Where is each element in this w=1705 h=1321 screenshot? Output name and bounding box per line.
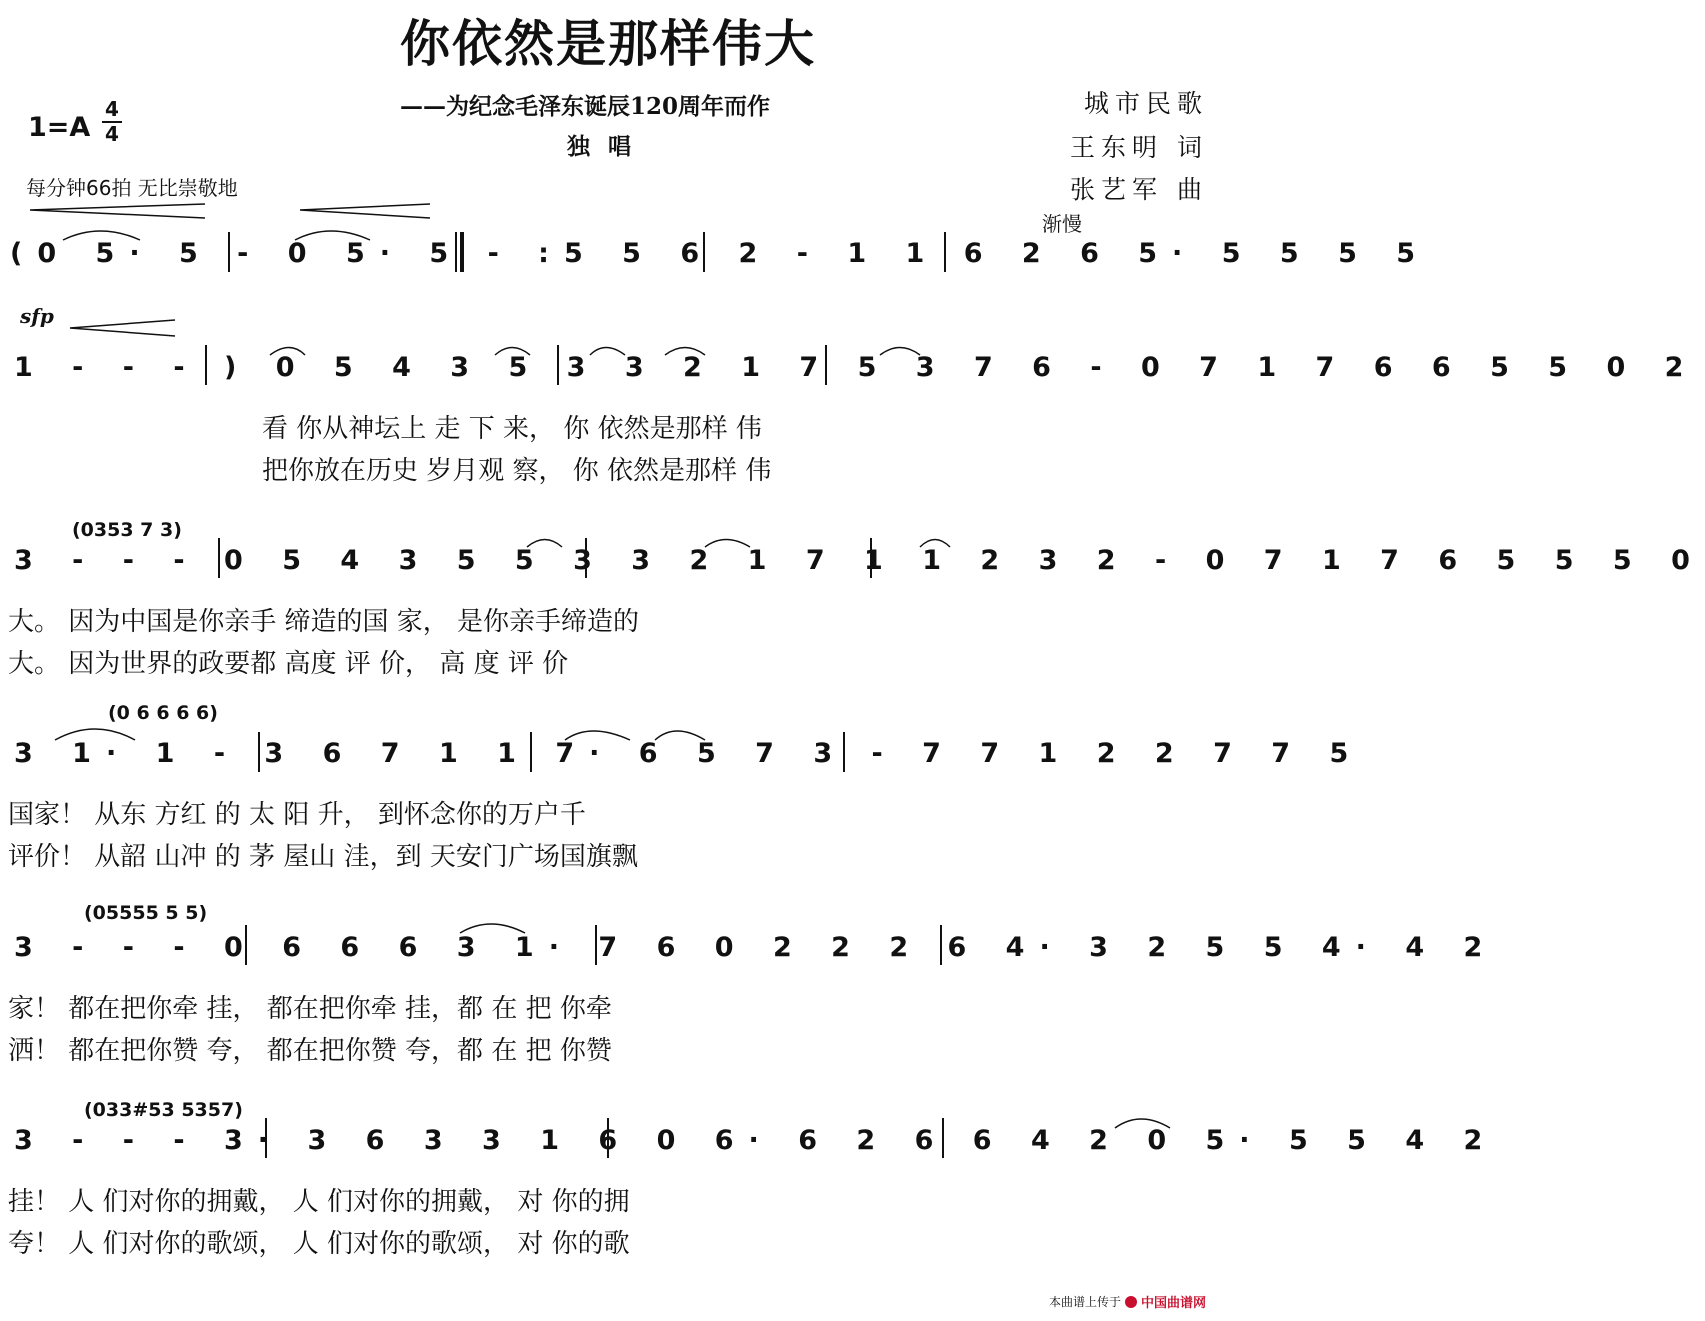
time-signature-top: 4 [105,97,119,121]
credit-composer: 张艺军 曲 [1070,175,1208,204]
hairpin-1 [30,204,205,218]
notes-line: 1 - - - ) 0 5 4 3 5 3 3 2 1 7 5 3 7 6 - 0 7 1 7 6 6 5 5 0 2 [14,352,1699,383]
notes-line: 3 1· 1 - 3 6 7 1 1 7· 6 5 7 3 - 7 7 1 2 2 7 7 5 [14,738,1364,769]
tempo-marking: 每分钟66拍 无比崇敬地 [26,176,238,200]
performance-type: 独唱 [567,133,649,160]
footer-prefix: 本曲谱上传于 [1048,1295,1121,1309]
interlude-notes: (033#53 5357) [84,1099,243,1121]
lyrics-verse-2: 大。 因为世界的政要都 高度 评 价， 高 度 评 价 [8,649,569,679]
lyrics-verse-2: 洒！ 都在把你赞 夸， 都在把你赞 夸，都 在 把 你赞 [8,1036,612,1066]
hairpin-2 [300,204,430,218]
notes-line: (0 5· 5 - 0 5· 5 - :5 5 6 2 - 1 1 6 2 6 5· 5 5 5 5 [10,238,1431,269]
lyrics-verse-1: 挂！ 人 们对你的拥戴， 人 们对你的拥戴， 对 你的拥 [8,1187,630,1217]
lyrics-verse-2: 把你放在历史 岁月观 察， 你 依然是那样 伟 [262,456,772,486]
sfp-mark: sfp [20,304,54,328]
lyrics-verse-1: 国家！ 从东 方红 的 太 阳 升， 到怀念你的万户千 [8,800,586,830]
credit-lyricist: 王东明 词 [1070,133,1208,162]
interlude-notes: (05555 5 5) [84,902,208,924]
lyrics-verse-1: 家！ 都在把你牵 挂， 都在把你牵 挂，都 在 把 你牵 [8,994,612,1024]
interlude-notes: (0 6 6 6 6) [108,702,218,724]
lyrics-verse-2: 夸！ 人 们对你的歌颂， 人 们对你的歌颂， 对 你的歌 [8,1229,630,1259]
notes-line: 3 - - - 0 5 4 3 5 5 3 3 2 1 7 1 1 2 3 2 - 0 7 1 7 6 5 5 5 0 [14,545,1705,576]
song-title: 你依然是那样伟大 [400,14,816,73]
site-logo-icon [1125,1296,1137,1308]
notes-line: 3 - - - 3· 3 6 3 3 1 6 0 6· 6 2 6 6 4 2 0 5· 5 5 4 2 [14,1125,1498,1156]
footer-site-name[interactable]: 中国曲谱网 [1140,1296,1206,1311]
notes-line: 3 - - - 0 6 6 6 3 1· 7 6 0 2 2 2 6 4· 3 2 5 5 4· 4 2 [14,932,1498,963]
song-subtitle: ——为纪念毛泽东诞辰120周年而作 [400,93,771,120]
upload-footer [1049,1292,1206,1311]
key-signature: 1=A [28,112,91,143]
credit-source: 城市民歌 [1083,89,1208,118]
lyrics-verse-1: 看 你从神坛上 走 下 来， 你 依然是那样 伟 [262,414,762,444]
ritardando-mark: 渐慢 [1042,212,1082,236]
time-signature-bottom: 4 [102,121,122,146]
interlude-notes: (0353 7 3) [72,519,182,541]
lyrics-verse-2: 评价！ 从韶 山冲 的 茅 屋山 洼，到 天安门广场国旗飘 [8,842,638,872]
hairpin-sfp [70,320,175,336]
lyrics-verse-1: 大。 因为中国是你亲手 缔造的国 家， 是你亲手缔造的 [8,607,640,637]
